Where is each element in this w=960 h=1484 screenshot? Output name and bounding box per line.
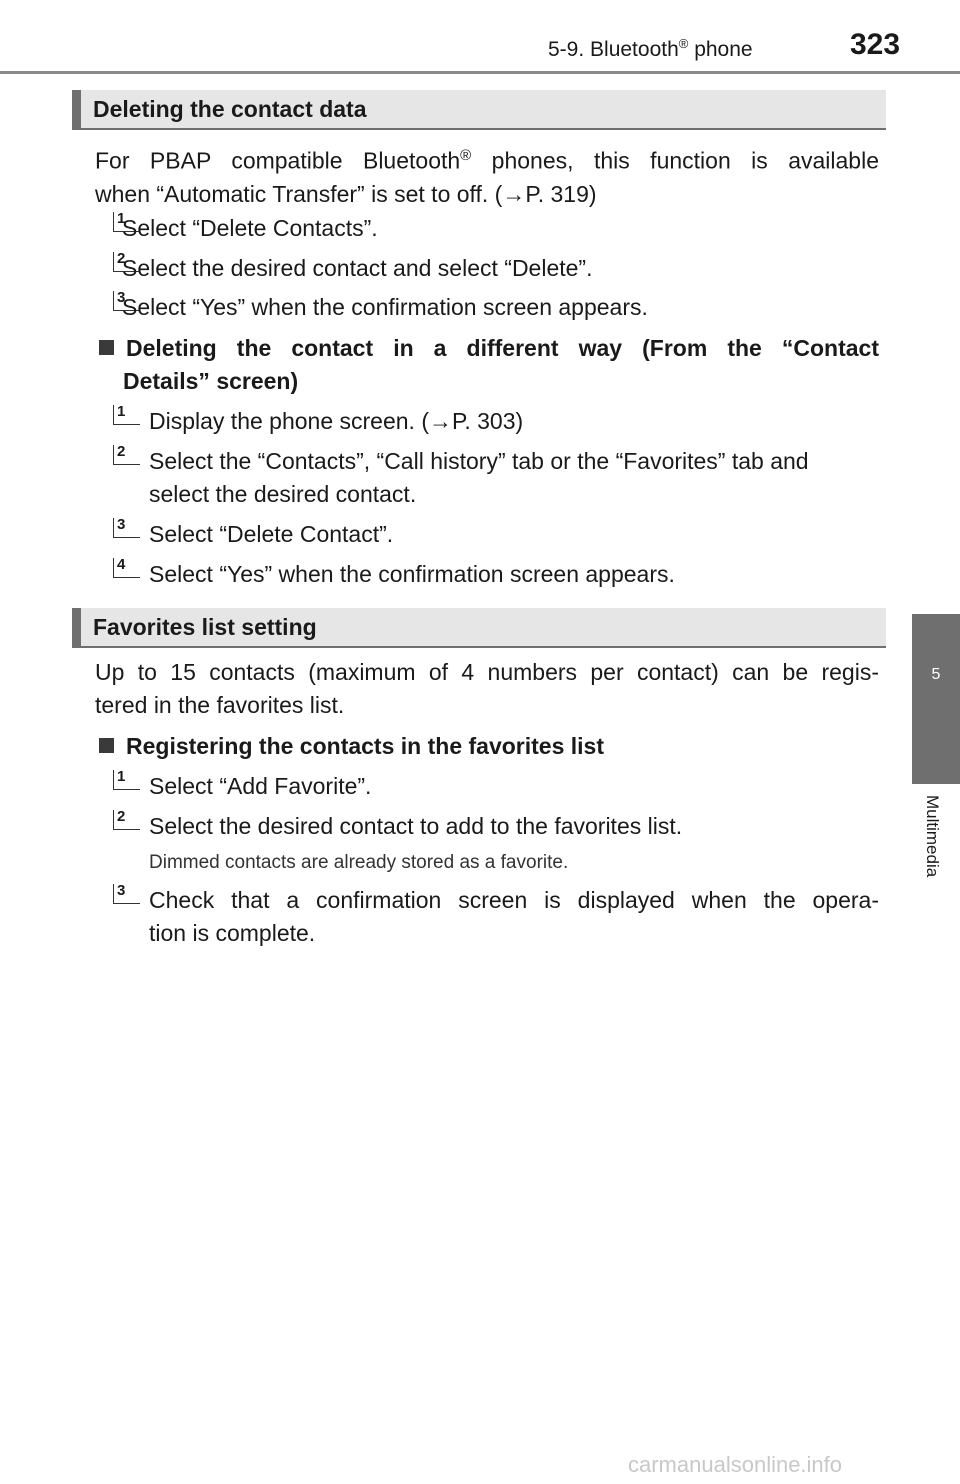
step-number-3: 3 xyxy=(113,291,140,311)
step-text: Select “Yes” when the confirmation screen appears. xyxy=(122,294,648,320)
step-text: Select the desired contact and select “Delete”. xyxy=(122,255,593,281)
step-text: Select “Delete Contact”. xyxy=(149,521,394,547)
header-divider xyxy=(0,71,960,74)
watermark: carmanualsonline.info xyxy=(628,1452,843,1477)
step-text: Select the “Contacts”, “Call history” tab or the “Favorites” tab and select the desired contact. xyxy=(149,448,809,507)
step-number-1: 1 xyxy=(113,405,140,425)
square-bullet-icon xyxy=(99,738,114,753)
chapter-tab-number: 5 xyxy=(931,666,941,683)
page-number: 323 xyxy=(850,28,901,61)
section-title: Favorites list setting xyxy=(93,614,317,640)
step-number-2: 2 xyxy=(113,445,140,465)
section-header-deleting xyxy=(72,90,886,128)
page-header xyxy=(0,0,960,74)
step-number-1: 1 xyxy=(113,212,140,232)
chapter-tab xyxy=(912,614,960,784)
intro-paragraph: For PBAP compatible Bluetooth® phones, this function is available when “Automatic Transfer” is set to off. (→P. 319) xyxy=(95,147,879,207)
step-number-3: 3 xyxy=(113,518,140,538)
square-bullet-icon xyxy=(99,340,114,355)
step-text: Select the desired contact to add to the favorites list. xyxy=(149,813,683,839)
chapter-side-label: Multimedia xyxy=(923,795,942,878)
step-number-3: 3 xyxy=(113,884,140,904)
intro-paragraph: Up to 15 contacts (maximum of 4 numbers per contact) can be regis- tered in the favorites list. xyxy=(95,659,879,718)
step-text: Select “Yes” when the confirmation screen appears. xyxy=(149,561,675,587)
step-text: Select “Delete Contacts”. xyxy=(122,215,378,241)
step-number-2: 2 xyxy=(113,810,140,830)
step-text: Check that a confirmation screen is displayed when the opera- tion is complete. xyxy=(149,887,879,946)
sub-heading-different-way: Deleting the contact in a different way (From the “Contact Details” screen) xyxy=(99,332,879,398)
registered-mark: ® xyxy=(678,36,689,51)
section-header-favorites xyxy=(72,608,886,646)
sub-heading-registering: Registering the contacts in the favorites list xyxy=(99,730,879,763)
step-number-4: 4 xyxy=(113,558,140,578)
step-number-1: 1 xyxy=(113,770,140,790)
step-text: Display the phone screen. (→P. 303) xyxy=(149,408,524,434)
chapter-title: 5-9. Bluetooth® phone xyxy=(548,36,753,61)
step-text: Select “Add Favorite”. xyxy=(149,773,372,799)
note-text: Dimmed contacts are already stored as a favorite. xyxy=(149,852,569,873)
step-number-2: 2 xyxy=(113,252,140,272)
section-title: Deleting the contact data xyxy=(93,96,367,122)
